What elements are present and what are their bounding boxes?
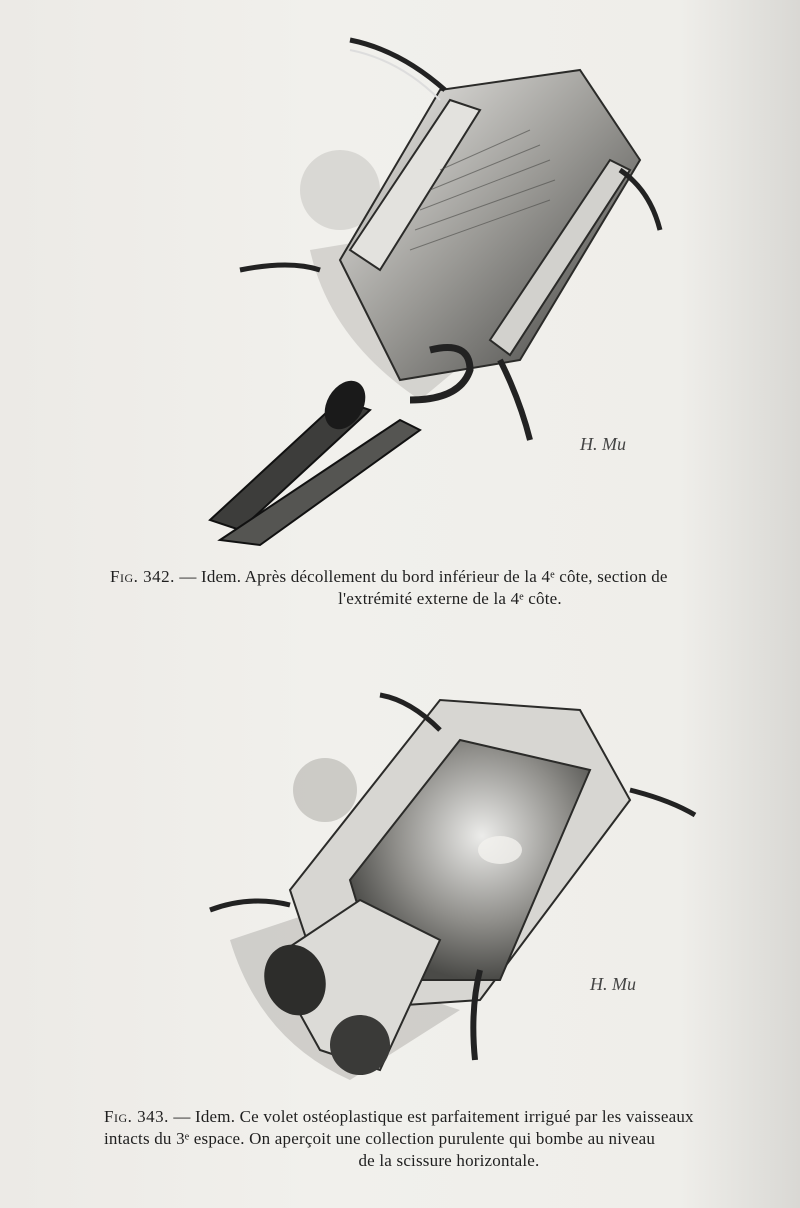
figure-342-caption [110, 566, 790, 610]
figure-343-drawing [200, 680, 700, 1100]
figure-342-signature: H. Mu [580, 434, 626, 454]
figure-342-drawing [200, 20, 680, 550]
figure-343-caption-line3: de la scissure horizontale. [358, 1151, 540, 1170]
figure-343-illustration [200, 680, 700, 1100]
figure-343-signature: H. Mu [590, 974, 636, 994]
figure-342-caption-line1: Fig. 342. — Idem. Après décollement du bord inférieur de la 4ᵉ côte, section de [110, 567, 668, 586]
figure-343-caption-line2: intacts du 3ᵉ espace. On aperçoit une collection purulente qui bombe au niveau [104, 1129, 656, 1148]
figure-342-caption-line2: l'extrémité externe de la 4ᵉ côte. [338, 589, 562, 608]
figure-342-label: Fig. 342. [110, 567, 175, 586]
figure-342-illustration [200, 20, 680, 550]
figure-343-label: Fig. 343. [104, 1107, 169, 1126]
figure-343-caption [104, 1106, 794, 1172]
figure-343-caption-line1: Fig. 343. — Idem. Ce volet ostéoplastique est parfaitement irrigué par les vaisseaux [104, 1107, 694, 1126]
